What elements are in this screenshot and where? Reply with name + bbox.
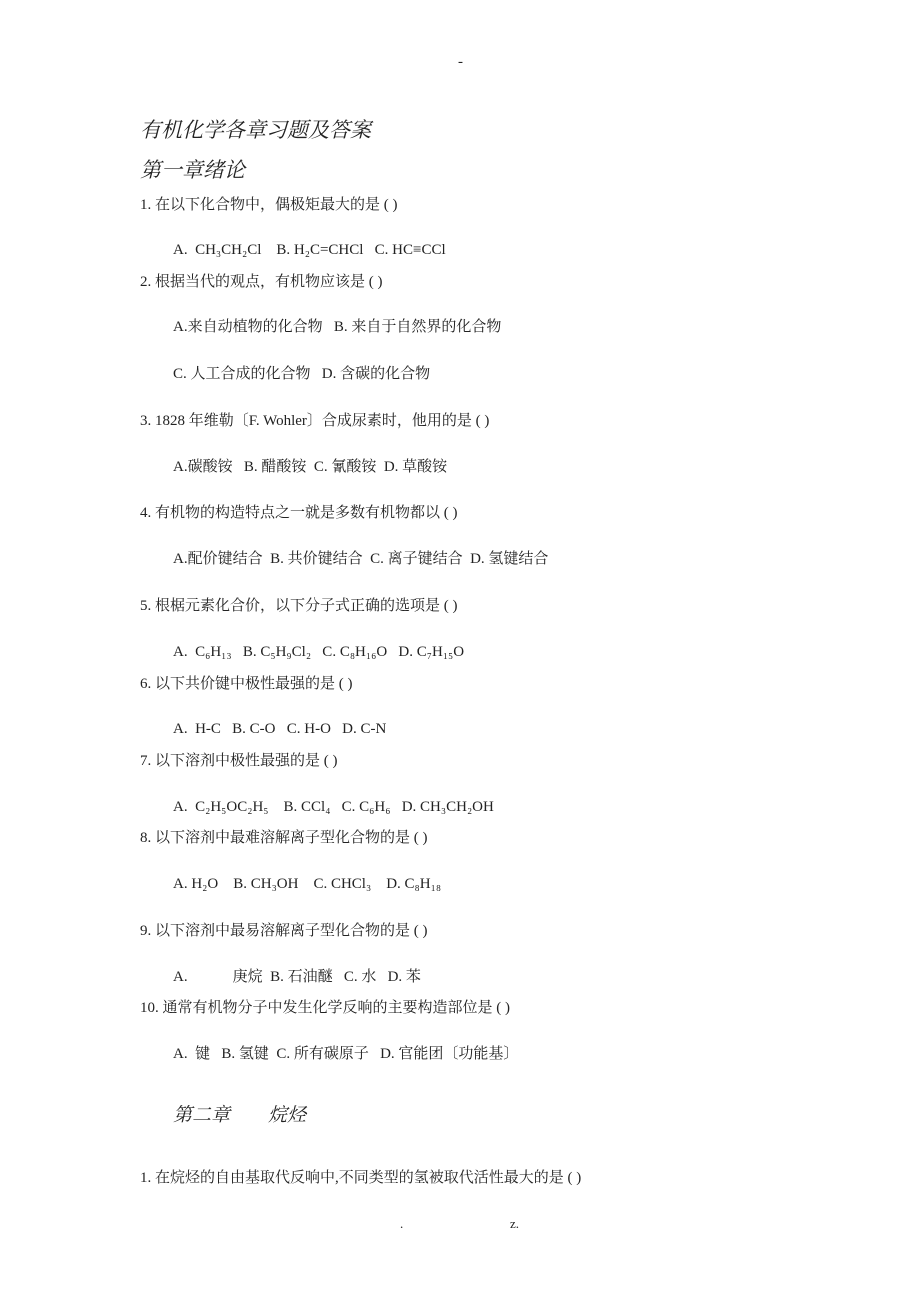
question-4: 4. 有机物的构造特点之一就是多数有机物都以 ( ): [140, 505, 458, 521]
question-10: 10. 通常有机物分子中发生化学反响的主要构造部位是 ( ): [140, 1000, 510, 1016]
document-title: 有机化学各章习题及答案: [140, 118, 371, 142]
question-9-options: A. 庚烷 B. 石油醚 C. 水 D. 苯: [173, 969, 421, 985]
chapter-2-question-1: 1. 在烷烃的自由基取代反响中,不同类型的氢被取代活性最大的是 ( ): [140, 1170, 582, 1186]
question-2-options: C. 人工合成的化合物 D. 含碳的化合物: [173, 366, 431, 382]
question-6: 6. 以下共价键中极性最强的是 ( ): [140, 676, 353, 692]
question-1-options: A. CH₃CH₂Cl B. H₂C=CHCl C. HC≡CCl: [173, 242, 446, 258]
question-9: 9. 以下溶剂中最易溶解离子型化合物的是 ( ): [140, 923, 428, 939]
question-5: 5. 根椐元素化合价，以下分子式正确的选项是 ( ): [140, 598, 458, 614]
question-6-options: A. H-C B. C-O C. H-O D. C-N: [173, 721, 387, 737]
question-2: 2. 根据当代的观点，有机物应该是 ( ): [140, 274, 383, 290]
question-2-options: A.来自动植物的化合物 B. 来自于自然界的化合物: [173, 319, 502, 335]
question-7: 7. 以下溶剂中极性最强的是 ( ): [140, 753, 338, 769]
question-8-options: A. H₂O B. CH₃OH C. CHCl₃ D. C₈H₁₈: [173, 876, 442, 892]
chapter-1-heading: 第一章绪论: [140, 158, 245, 182]
question-4-options: A.配价键结合 B. 共价键结合 C. 离子键结合 D. 氢键结合: [173, 551, 549, 567]
question-8: 8. 以下溶剂中最难溶解离子型化合物的是 ( ): [140, 830, 428, 846]
question-3-options: A.碳酸铵 B. 醋酸铵 C. 氰酸铵 D. 草酸铵: [173, 459, 448, 475]
question-10-options: A. 键 B. 氢键 C. 所有碳原子 D. 官能团〔功能基〕: [173, 1046, 519, 1062]
question-3: 3. 1828 年维勒〔F. Wohler〕合成尿素时，他用的是 ( ): [140, 413, 490, 429]
question-1: 1. 在以下化合物中，偶极矩最大的是 ( ): [140, 197, 398, 213]
chapter-2-heading: 第二章 烷烃: [173, 1105, 307, 1126]
header-mark: -: [458, 54, 463, 70]
question-7-options: A. C₂H₅OC₂H₅ B. CCl₄ C. C₆H₆ D. CH₃CH₂OH: [173, 799, 494, 815]
question-5-options: A. C₆H₁₃ B. C₅H₉Cl₂ C. C₈H₁₆O D. C₇H₁₅O: [173, 644, 465, 660]
footer-right: z.: [510, 1216, 520, 1231]
footer-left: .: [400, 1216, 404, 1231]
